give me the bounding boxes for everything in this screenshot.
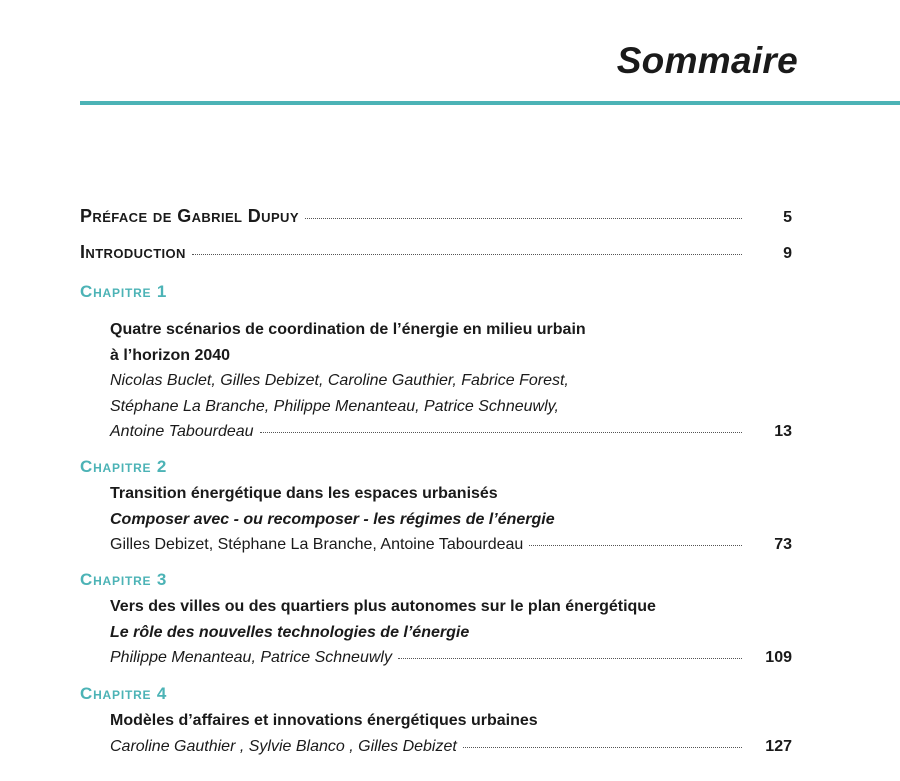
toc-entry-chapter-2[interactable] — [110, 481, 792, 558]
chapter-authors: Philippe Menanteau, Patrice Schneuwly — [110, 649, 392, 666]
page-number: 9 — [783, 245, 792, 262]
chapter-title: Transition énergétique dans les espaces urbanisés — [110, 485, 498, 502]
chapter-title: Modèles d’affaires et innovations énergétiques urbaines — [110, 712, 538, 729]
toc-entry-introduction[interactable] — [80, 242, 792, 263]
toc-label: Introduction — [80, 242, 186, 262]
dot-leader — [398, 658, 742, 659]
toc-entry-preface[interactable] — [80, 206, 792, 227]
page-number: 73 — [774, 536, 792, 553]
dot-leader — [192, 254, 742, 255]
chapter-authors: Gilles Debizet, Stéphane La Branche, Antoine Tabourdeau — [110, 536, 524, 553]
chapter-authors: Nicolas Buclet, Gilles Debizet, Caroline Gauthier, Fabrice Forest, — [110, 372, 569, 389]
page-number: 5 — [783, 209, 792, 226]
chapter-authors: Caroline Gauthier , Sylvie Blanco , Gilles Debizet — [110, 737, 457, 755]
toc-entry-chapter-3[interactable] — [110, 594, 792, 671]
toc-entry-chapter-4[interactable] — [110, 708, 792, 759]
toc-label: Préface de Gabriel Dupuy — [80, 206, 299, 226]
chapter-heading-3: Chapitre 3 — [80, 570, 168, 589]
chapter-heading-2: Chapitre 2 — [80, 457, 168, 476]
chapter-title: Vers des villes ou des quartiers plus autonomes sur le plan énergétique — [110, 598, 656, 615]
page-number: 109 — [765, 649, 792, 666]
chapter-subtitle: Le rôle des nouvelles technologies de l’énergie — [110, 623, 470, 641]
dot-leader — [463, 747, 742, 748]
page-number: 13 — [774, 423, 792, 440]
chapter-heading-4: Chapitre 4 — [80, 684, 168, 703]
page-number: 127 — [765, 737, 792, 755]
dot-leader — [529, 545, 742, 546]
chapter-title: à l’horizon 2040 — [110, 346, 231, 364]
page-title: Sommaire — [616, 40, 798, 81]
chapter-title: Quatre scénarios de coordination de l’énergie en milieu urbain — [110, 321, 586, 338]
dot-leader — [260, 432, 742, 433]
dot-leader — [305, 218, 742, 219]
title-rule — [80, 101, 900, 105]
chapter-subtitle: Composer avec - ou recomposer - les régimes de l’énergie — [110, 510, 555, 528]
toc-entry-chapter-1[interactable] — [110, 317, 792, 445]
chapter-authors: Stéphane La Branche, Philippe Menanteau, Patrice Schneuwly, — [110, 397, 559, 415]
chapter-authors: Antoine Tabourdeau — [110, 423, 254, 440]
chapter-heading-1: Chapitre 1 — [80, 282, 168, 301]
